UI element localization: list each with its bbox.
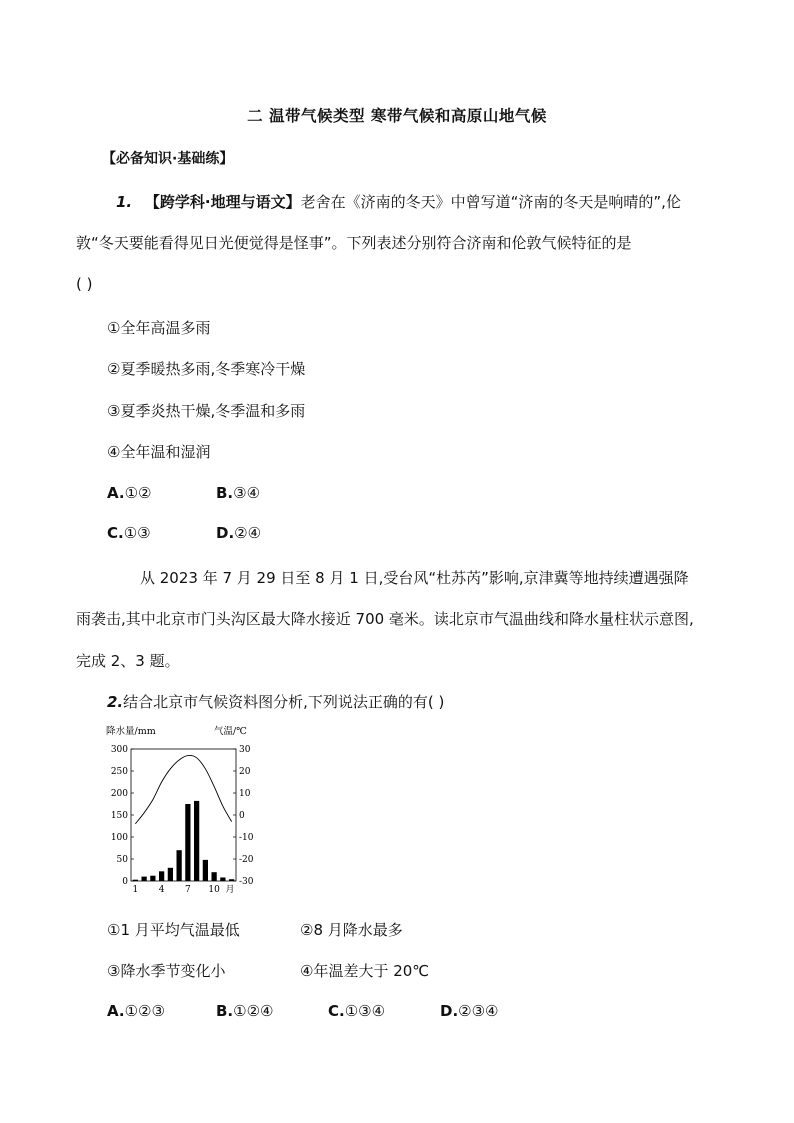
- q2-number: 2.: [107, 693, 124, 711]
- month-tick-label: 10: [208, 885, 220, 894]
- precip-tick-label: 150: [110, 811, 128, 821]
- precip-bar: [150, 876, 155, 881]
- month-tick-label: 4: [158, 885, 165, 894]
- q1-item-3: ③夏季炎热干燥,冬季温和多雨: [107, 402, 306, 420]
- passage-line3: 完成 2、3 题。: [76, 652, 180, 670]
- q2-item-4: ④年温差大于 20℃: [300, 962, 430, 980]
- choice-value: ①③④: [344, 1002, 386, 1020]
- q2-text: 结合北京市气候资料图分析,下列说法正确的有( ): [123, 693, 445, 711]
- precip-bar: [142, 877, 147, 881]
- month-tick-label: 7: [185, 885, 191, 894]
- q1-choice-b[interactable]: [216, 484, 260, 502]
- q1-line1: [116, 191, 681, 212]
- q2-item-2: ②8 月降水最多: [300, 921, 403, 939]
- choice-value: ①②③: [124, 1002, 165, 1020]
- precip-tick-label: 50: [116, 855, 128, 865]
- passage-line2: 雨袭击,其中北京市门头沟区最大降水接近 700 毫米。读北京市气温曲线和降水量柱状示意图,: [76, 610, 694, 628]
- temp-tick-label: 20: [239, 767, 251, 777]
- temp-tick-label: -10: [239, 833, 254, 843]
- choice-label: B.: [216, 484, 234, 502]
- month-axis-label: 月: [225, 885, 235, 894]
- q1-choice-c[interactable]: [107, 524, 151, 542]
- beijing-climate-chart: [104, 722, 264, 894]
- precip-bar: [185, 804, 190, 881]
- precip-bar: [177, 850, 182, 881]
- q1-item-4: ④全年温和湿润: [107, 443, 211, 461]
- temp-tick-label: 10: [239, 789, 251, 799]
- q2-choice-c[interactable]: [328, 1002, 385, 1020]
- chart-plot: [111, 745, 254, 894]
- choice-label: D.: [440, 1002, 459, 1020]
- precip-tick-label: 300: [110, 745, 128, 755]
- precip-bar: [229, 879, 234, 881]
- plot-frame: [131, 749, 236, 881]
- month-tick-label: 1: [132, 885, 139, 894]
- precip-bar: [194, 801, 199, 881]
- q1-text-line2: 敦“冬天要能看得见日光便觉得是怪事”。下列表述分别符合济南和伦敦气候特征的是: [76, 234, 632, 252]
- q1-answer-bracket: ( ): [76, 275, 93, 293]
- q2-choice-b[interactable]: [216, 1002, 273, 1020]
- precip-bar: [159, 871, 164, 881]
- q2-item-3: ③降水季节变化小: [107, 962, 226, 980]
- temp-axis-label: 气温/℃: [214, 726, 247, 737]
- choice-value: ②③④: [458, 1002, 499, 1020]
- precip-bar: [168, 868, 173, 881]
- temp-tick-label: -30: [239, 877, 254, 887]
- choice-value: ①②: [124, 484, 152, 502]
- choice-label: A.: [107, 484, 125, 502]
- precip-bar: [212, 872, 217, 881]
- choice-value: ①②④: [233, 1002, 274, 1020]
- precip-bar: [203, 860, 208, 881]
- choice-value: ③④: [233, 484, 261, 502]
- q1-choice-d[interactable]: [216, 524, 261, 542]
- choice-label: C.: [107, 524, 124, 542]
- precip-axis-label: 降水量/mm: [106, 726, 156, 737]
- precip-tick-label: 100: [110, 833, 128, 843]
- precip-bar: [220, 877, 225, 881]
- choice-label: B.: [216, 1002, 234, 1020]
- q1-item-1: ①全年高温多雨: [107, 319, 211, 337]
- passage-line1: 从 2023 年 7 月 29 日至 8 月 1 日,受台风“杜苏芮”影响,京津冀等地持续遭遇强降: [140, 569, 689, 587]
- choice-value: ②④: [234, 524, 262, 542]
- temperature-curve: [135, 755, 231, 823]
- q1-choice-a[interactable]: [107, 484, 152, 502]
- q2-choice-a[interactable]: [107, 1002, 165, 1020]
- choice-value: ①③: [123, 524, 151, 542]
- q1-number: 1.: [116, 193, 133, 211]
- temp-tick-label: 0: [239, 811, 245, 821]
- q2-choice-d[interactable]: [440, 1002, 499, 1020]
- q1-tag: 【跨学科·地理与语文】: [144, 193, 301, 211]
- q2-stem: [107, 691, 444, 712]
- section-heading: 【必备知识·基础练】: [102, 151, 234, 167]
- precip-bar: [133, 880, 138, 881]
- precip-tick-label: 200: [110, 789, 128, 799]
- q2-item-1: ①1 月平均气温最低: [107, 921, 240, 939]
- temp-tick-label: 30: [239, 745, 251, 755]
- choice-label: D.: [216, 524, 235, 542]
- precip-tick-label: 250: [110, 767, 128, 777]
- q1-text-line1: 老舍在《济南的冬天》中曾写道“济南的冬天是响晴的”,伦: [300, 193, 681, 211]
- choice-label: A.: [107, 1002, 125, 1020]
- q1-item-2: ②夏季暖热多雨,冬季寒冷干燥: [107, 360, 306, 378]
- choice-label: C.: [328, 1002, 345, 1020]
- page-title: 二 温带气候类型 寒带气候和高原山地气候: [247, 107, 547, 125]
- temp-tick-label: -20: [239, 855, 254, 865]
- precip-tick-label: 0: [122, 877, 128, 887]
